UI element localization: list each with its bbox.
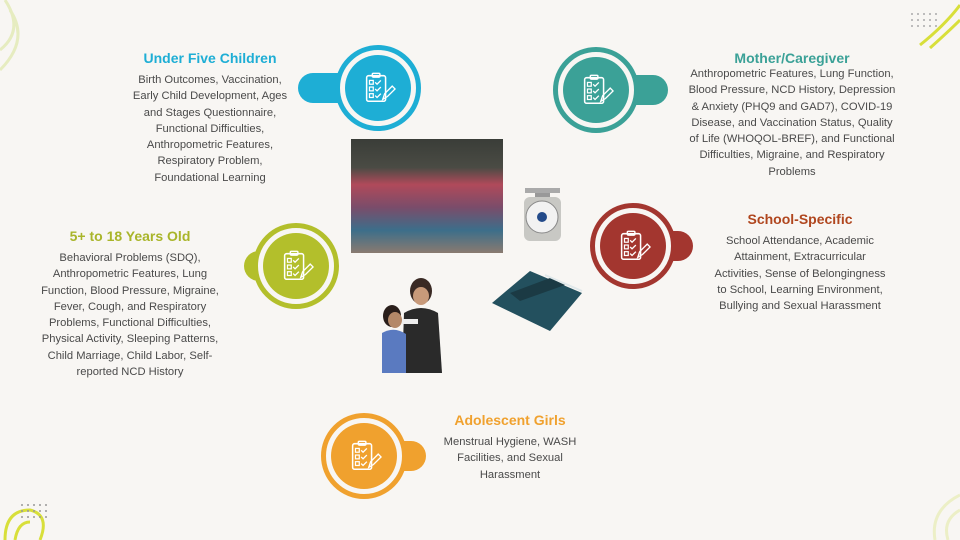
weighing-scale-image — [520, 185, 565, 245]
checklist-icon — [615, 228, 651, 264]
decorative-dots — [20, 503, 56, 525]
checklist-icon — [278, 248, 314, 284]
classroom-photo — [351, 139, 503, 253]
five-to-18-description: Behavioral Problems (SDQ), Anthropometric Features, Lung Function, Blood Pressure, Migraine, Fever, Cough, and Respiratory Problems, Functional Difficulties, Physical Activity, Sleeping Patterns, Child Marriage, Child Labor, Self- reported NCD History — [41, 252, 219, 379]
adolescent-description: Menstrual Hygiene, WASH Facilities, and Sexual Harassment — [443, 436, 577, 481]
under-five-description: Birth Outcomes, Vaccination, Early Child Development, Ages and Stages Questionnaire, Functional Difficulties, Anthropometric Features, Respiratory Problem, Foundational Learning — [132, 74, 288, 184]
school-section — [690, 211, 910, 314]
under-five-section — [95, 50, 325, 186]
mother-title: Mother/Caregiver — [734, 50, 850, 66]
under-five-title: Under Five Children — [143, 50, 277, 66]
school-description: School Attendance, Academic Attainment, Extracurricular Activities, Sense of Belongingness to School, Learning Environment, Bullying and Sexual Harassment — [714, 235, 886, 313]
blood-pressure-cuff-image — [490, 263, 585, 333]
school-title: School-Specific — [747, 211, 853, 227]
mother-description: Anthropometric Features, Lung Function, Blood Pressure, NCD History, Depression & Anxiety (PHQ9 and GAD7), COVID-19 Disease, and Vaccination Status, Quality of Life (WHOQOL-BREF), and Functional Difficulties, Migraine, and Respiratory Problems — [688, 68, 896, 178]
decorative-swirl — [920, 490, 960, 540]
mother-section — [662, 50, 922, 180]
checklist-icon — [578, 72, 614, 108]
lung-function-test-photo — [372, 268, 462, 373]
adolescent-title: Adolescent Girls — [454, 412, 566, 428]
checklist-icon — [360, 70, 396, 106]
adolescent-section — [425, 412, 595, 483]
decorative-swirl — [0, 0, 60, 80]
checklist-icon — [346, 438, 382, 474]
five-to-18-title: 5+ to 18 Years Old — [69, 228, 191, 244]
five-to-18-section — [15, 228, 245, 380]
decorative-swirl — [915, 0, 960, 50]
